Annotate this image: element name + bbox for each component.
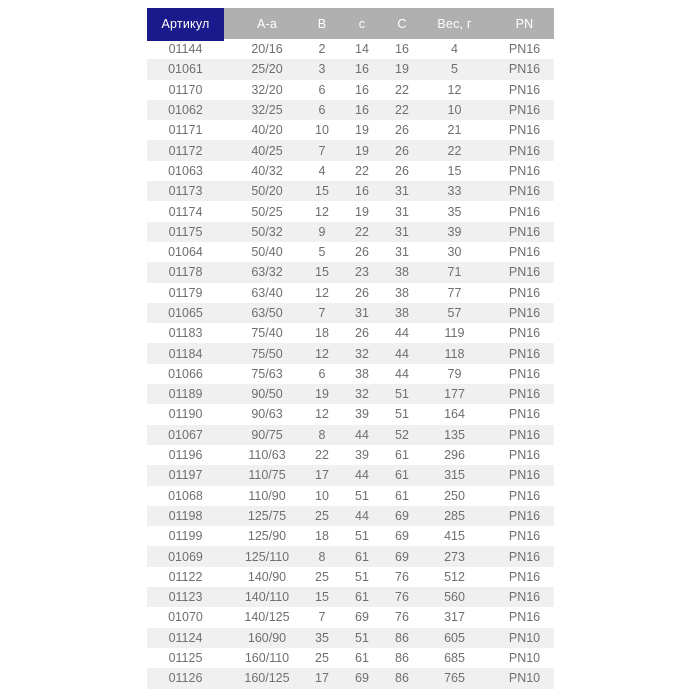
column-header-a-a: А-а <box>224 8 310 39</box>
cell-pn: PN16 <box>508 610 541 625</box>
cell-a_a: 160/125 <box>244 671 290 686</box>
cell-article: 01069 <box>168 549 203 564</box>
cell-c_big: 22 <box>395 103 409 118</box>
cell-pn: PN16 <box>508 427 541 442</box>
table-row <box>147 100 554 120</box>
cell-b: 15 <box>315 265 329 280</box>
cell-weight_g: 21 <box>447 123 462 138</box>
cell-b: 12 <box>315 346 329 361</box>
cell-pn: PN16 <box>508 569 541 584</box>
cell-c_small: 69 <box>355 671 369 686</box>
cell-c_big: 69 <box>395 508 409 523</box>
cell-weight_g: 77 <box>447 285 462 300</box>
cell-weight_g: 273 <box>444 549 465 564</box>
cell-c_big: 38 <box>395 265 409 280</box>
cell-b: 22 <box>315 448 329 463</box>
cell-article: 01124 <box>168 630 203 645</box>
cell-a_a: 75/63 <box>251 366 283 381</box>
cell-c_big: 51 <box>395 387 409 402</box>
cell-pn: PN16 <box>508 245 541 260</box>
cell-article: 01066 <box>168 366 203 381</box>
cell-b: 6 <box>318 82 326 97</box>
cell-weight_g: 10 <box>447 103 462 118</box>
cell-c_big: 44 <box>395 326 409 341</box>
cell-a_a: 25/20 <box>251 62 283 77</box>
cell-a_a: 63/32 <box>251 265 283 280</box>
cell-pn: PN16 <box>508 529 541 544</box>
cell-a_a: 40/32 <box>251 163 283 178</box>
cell-pn: PN16 <box>508 306 541 320</box>
cell-pn: PN16 <box>508 468 541 483</box>
cell-a_a: 125/75 <box>247 508 287 523</box>
cell-c_small: 44 <box>355 508 369 523</box>
cell-pn: PN16 <box>508 326 541 341</box>
cell-weight_g: 250 <box>444 488 465 503</box>
cell-article: 01067 <box>168 427 203 442</box>
cell-article: 01070 <box>168 610 203 625</box>
cell-c_small: 23 <box>355 265 369 280</box>
cell-article: 01170 <box>168 82 203 97</box>
cell-a_a: 32/25 <box>251 103 283 118</box>
cell-c_big: 44 <box>395 366 409 381</box>
table-row <box>147 486 554 506</box>
cell-weight_g: 30 <box>447 245 462 260</box>
spec-table-container <box>147 8 554 689</box>
cell-c_small: 38 <box>355 366 369 381</box>
table-row <box>147 181 554 201</box>
cell-weight_g: 39 <box>447 224 462 239</box>
cell-c_big: 52 <box>395 427 409 442</box>
cell-c_big: 16 <box>395 42 409 57</box>
cell-b: 18 <box>315 529 329 544</box>
cell-a_a: 63/40 <box>251 285 283 300</box>
cell-article: 01063 <box>168 163 203 178</box>
table-row <box>147 161 554 181</box>
cell-a_a: 90/50 <box>251 387 283 402</box>
cell-article: 01125 <box>168 651 203 666</box>
cell-a_a: 90/75 <box>251 427 283 442</box>
cell-article: 01189 <box>168 387 203 402</box>
table-row <box>147 242 554 262</box>
cell-pn: PN10 <box>508 630 541 645</box>
cell-a_a: 75/40 <box>251 326 283 341</box>
column-header-weight: Вес, г <box>414 8 495 39</box>
cell-c_small: 44 <box>355 427 369 442</box>
cell-pn: PN16 <box>508 590 541 605</box>
table-row <box>147 648 554 668</box>
cell-a_a: 75/50 <box>251 346 283 361</box>
table-row <box>147 39 554 59</box>
cell-b: 19 <box>315 387 329 402</box>
cell-c_big: 22 <box>395 82 409 97</box>
cell-weight_g: 296 <box>444 448 465 463</box>
cell-a_a: 140/90 <box>247 569 287 584</box>
cell-c_small: 39 <box>355 407 369 422</box>
table-row <box>147 303 554 323</box>
table-row <box>147 567 554 587</box>
cell-article: 01144 <box>168 42 203 57</box>
table-row <box>147 120 554 140</box>
cell-weight_g: 285 <box>444 508 465 523</box>
cell-weight_g: 12 <box>447 82 462 97</box>
cell-weight_g: 35 <box>447 204 462 219</box>
table-row <box>147 526 554 546</box>
cell-c_big: 31 <box>395 184 409 199</box>
cell-article: 01173 <box>168 184 203 199</box>
cell-b: 12 <box>315 204 329 219</box>
table-row <box>147 364 554 384</box>
cell-weight_g: 22 <box>447 143 462 158</box>
cell-c_big: 19 <box>395 62 409 77</box>
cell-a_a: 160/90 <box>247 630 287 645</box>
cell-pn: PN16 <box>508 448 541 463</box>
cell-article: 01068 <box>168 488 203 503</box>
column-header-pn: PN <box>495 8 554 39</box>
cell-a_a: 110/63 <box>248 448 286 463</box>
cell-weight_g: 560 <box>444 590 465 605</box>
cell-c_small: 19 <box>355 143 369 158</box>
cell-weight_g: 119 <box>444 326 465 341</box>
table-row <box>147 445 554 465</box>
cell-pn: PN16 <box>508 346 541 361</box>
cell-article: 01199 <box>168 529 203 544</box>
cell-b: 6 <box>318 103 326 118</box>
cell-c_small: 16 <box>355 82 369 97</box>
cell-pn: PN16 <box>508 387 541 402</box>
cell-b: 6 <box>318 366 326 381</box>
cell-b: 17 <box>315 468 329 483</box>
cell-c_big: 69 <box>395 549 409 564</box>
cell-c_small: 19 <box>355 123 369 138</box>
cell-c_small: 32 <box>355 387 369 402</box>
table-row <box>147 140 554 160</box>
table-header <box>147 8 554 39</box>
cell-weight_g: 4 <box>451 42 458 57</box>
cell-pn: PN16 <box>508 204 541 219</box>
cell-c_small: 16 <box>355 103 369 118</box>
cell-c_small: 32 <box>355 346 369 361</box>
cell-c_small: 26 <box>355 285 369 300</box>
cell-b: 15 <box>315 590 329 605</box>
column-header-article: Артикул <box>147 8 224 39</box>
cell-pn: PN16 <box>508 184 541 199</box>
cell-weight_g: 57 <box>447 306 462 320</box>
cell-c_big: 61 <box>395 468 409 483</box>
cell-article: 01172 <box>168 143 203 158</box>
cell-b: 3 <box>318 62 326 77</box>
cell-weight_g: 164 <box>444 407 465 422</box>
cell-weight_g: 315 <box>444 468 465 483</box>
cell-b: 12 <box>315 407 329 422</box>
cell-pn: PN16 <box>508 407 541 422</box>
cell-weight_g: 79 <box>447 366 462 381</box>
cell-article: 01174 <box>168 204 203 219</box>
table-row <box>147 425 554 445</box>
cell-a_a: 160/110 <box>244 651 290 666</box>
cell-c_small: 16 <box>355 62 369 77</box>
cell-article: 01198 <box>168 508 203 523</box>
cell-pn: PN10 <box>508 671 541 686</box>
cell-pn: PN10 <box>508 651 541 666</box>
cell-article: 01190 <box>168 407 203 422</box>
cell-c_big: 31 <box>395 224 409 239</box>
table-row <box>147 262 554 282</box>
cell-a_a: 63/50 <box>251 306 283 320</box>
cell-weight_g: 317 <box>444 610 465 625</box>
table-row <box>147 222 554 242</box>
cell-article: 01184 <box>168 346 203 361</box>
cell-article: 01123 <box>168 590 203 605</box>
cell-b: 7 <box>318 306 326 320</box>
cell-c_small: 61 <box>355 590 369 605</box>
cell-c_small: 22 <box>355 163 369 178</box>
table-row <box>147 384 554 404</box>
cell-weight_g: 71 <box>447 265 462 280</box>
table-row <box>147 668 554 688</box>
cell-c_small: 31 <box>355 306 369 320</box>
cell-weight_g: 177 <box>444 387 465 402</box>
cell-a_a: 110/90 <box>248 488 286 503</box>
cell-weight_g: 685 <box>444 651 465 666</box>
cell-article: 01122 <box>168 569 203 584</box>
cell-a_a: 50/32 <box>251 224 283 239</box>
cell-b: 15 <box>315 184 329 199</box>
cell-c_small: 14 <box>355 42 369 57</box>
cell-weight_g: 118 <box>444 346 465 361</box>
cell-c_big: 31 <box>395 204 409 219</box>
table-row <box>147 404 554 424</box>
cell-b: 35 <box>315 630 329 645</box>
cell-weight_g: 415 <box>444 529 465 544</box>
column-header-b: В <box>310 8 334 39</box>
cell-c_small: 51 <box>355 569 369 584</box>
cell-weight_g: 33 <box>447 184 462 199</box>
cell-pn: PN16 <box>508 265 541 280</box>
cell-weight_g: 605 <box>444 630 465 645</box>
cell-b: 7 <box>318 610 326 625</box>
column-header-c-small: с <box>334 8 390 39</box>
cell-c_small: 61 <box>355 549 369 564</box>
cell-c_big: 76 <box>395 610 409 625</box>
cell-c_small: 69 <box>355 610 369 625</box>
cell-a_a: 125/90 <box>247 529 287 544</box>
header-row <box>147 8 554 39</box>
table-row <box>147 628 554 648</box>
table-row <box>147 587 554 607</box>
table-body <box>147 39 554 689</box>
cell-c_big: 86 <box>395 630 409 645</box>
cell-b: 8 <box>318 549 326 564</box>
cell-a_a: 50/40 <box>251 245 283 260</box>
cell-c_small: 51 <box>355 488 369 503</box>
cell-b: 17 <box>315 671 329 686</box>
table-row <box>147 607 554 627</box>
cell-a_a: 140/125 <box>244 610 290 625</box>
cell-c_big: 61 <box>395 448 409 463</box>
cell-c_small: 51 <box>355 529 369 544</box>
cell-pn: PN16 <box>508 508 541 523</box>
cell-pn: PN16 <box>508 62 541 77</box>
cell-c_small: 26 <box>355 245 369 260</box>
cell-c_big: 26 <box>395 123 409 138</box>
cell-article: 01065 <box>168 306 203 320</box>
cell-weight_g: 765 <box>444 671 465 686</box>
cell-weight_g: 5 <box>451 62 458 77</box>
cell-pn: PN16 <box>508 549 541 564</box>
cell-b: 5 <box>318 245 326 260</box>
cell-pn: PN16 <box>508 488 541 503</box>
cell-a_a: 50/20 <box>251 184 283 199</box>
cell-pn: PN16 <box>508 163 541 178</box>
cell-article: 01062 <box>168 103 203 118</box>
cell-c_small: 44 <box>355 468 369 483</box>
cell-b: 4 <box>318 163 326 178</box>
cell-pn: PN16 <box>508 123 541 138</box>
spec-table <box>147 8 554 689</box>
cell-a_a: 50/25 <box>251 204 283 219</box>
cell-article: 01171 <box>168 123 203 138</box>
cell-c_small: 22 <box>355 224 369 239</box>
cell-b: 12 <box>315 285 329 300</box>
cell-pn: PN16 <box>508 42 541 57</box>
cell-weight_g: 15 <box>447 163 462 178</box>
cell-c_big: 61 <box>395 488 409 503</box>
cell-pn: PN16 <box>508 103 541 118</box>
cell-c_big: 86 <box>395 651 409 666</box>
cell-pn: PN16 <box>508 224 541 239</box>
table-row <box>147 343 554 363</box>
column-header-c-big: С <box>390 8 414 39</box>
cell-c_big: 51 <box>395 407 409 422</box>
cell-article: 01178 <box>168 265 203 280</box>
cell-c_big: 38 <box>395 306 409 320</box>
cell-c_big: 76 <box>395 590 409 605</box>
cell-pn: PN16 <box>508 285 541 300</box>
cell-c_small: 19 <box>355 204 369 219</box>
cell-a_a: 140/110 <box>244 590 290 605</box>
cell-article: 01179 <box>168 285 203 300</box>
table-row <box>147 80 554 100</box>
cell-b: 10 <box>315 488 329 503</box>
table-row <box>147 465 554 485</box>
cell-pn: PN16 <box>508 82 541 97</box>
cell-c_big: 76 <box>395 569 409 584</box>
cell-c_small: 51 <box>355 630 369 645</box>
cell-b: 10 <box>315 123 329 138</box>
table-row <box>147 546 554 566</box>
cell-b: 7 <box>318 143 326 158</box>
cell-b: 8 <box>318 427 326 442</box>
cell-c_big: 26 <box>395 143 409 158</box>
cell-article: 01175 <box>168 224 203 239</box>
cell-b: 2 <box>318 42 326 57</box>
table-row <box>147 323 554 343</box>
cell-c_big: 44 <box>395 346 409 361</box>
table-row <box>147 201 554 221</box>
cell-c_small: 61 <box>355 651 369 666</box>
cell-b: 25 <box>315 508 329 523</box>
cell-c_big: 38 <box>395 285 409 300</box>
cell-b: 18 <box>315 326 329 341</box>
cell-a_a: 110/75 <box>248 468 286 483</box>
cell-c_big: 31 <box>395 245 409 260</box>
cell-article: 01064 <box>168 245 203 260</box>
cell-b: 25 <box>315 569 329 584</box>
cell-article: 01183 <box>168 326 203 341</box>
cell-article: 01197 <box>168 468 203 483</box>
cell-a_a: 125/110 <box>244 549 290 564</box>
cell-b: 25 <box>315 651 329 666</box>
cell-c_small: 39 <box>355 448 369 463</box>
cell-c_big: 69 <box>395 529 409 544</box>
cell-a_a: 32/20 <box>251 82 283 97</box>
cell-c_small: 26 <box>355 326 369 341</box>
cell-pn: PN16 <box>508 366 541 381</box>
cell-weight_g: 135 <box>444 427 465 442</box>
cell-c_big: 26 <box>395 163 409 178</box>
cell-pn: PN16 <box>508 143 541 158</box>
cell-article: 01196 <box>168 448 203 463</box>
cell-a_a: 90/63 <box>251 407 283 422</box>
cell-a_a: 40/20 <box>251 123 283 138</box>
cell-article: 01061 <box>168 62 203 77</box>
cell-c_small: 16 <box>355 184 369 199</box>
table-row <box>147 59 554 79</box>
cell-a_a: 40/25 <box>251 143 283 158</box>
cell-b: 9 <box>318 224 326 239</box>
table-row <box>147 283 554 303</box>
cell-a_a: 20/16 <box>251 42 283 57</box>
cell-weight_g: 512 <box>444 569 465 584</box>
cell-c_big: 86 <box>395 671 409 686</box>
table-row <box>147 506 554 526</box>
cell-article: 01126 <box>168 671 203 686</box>
